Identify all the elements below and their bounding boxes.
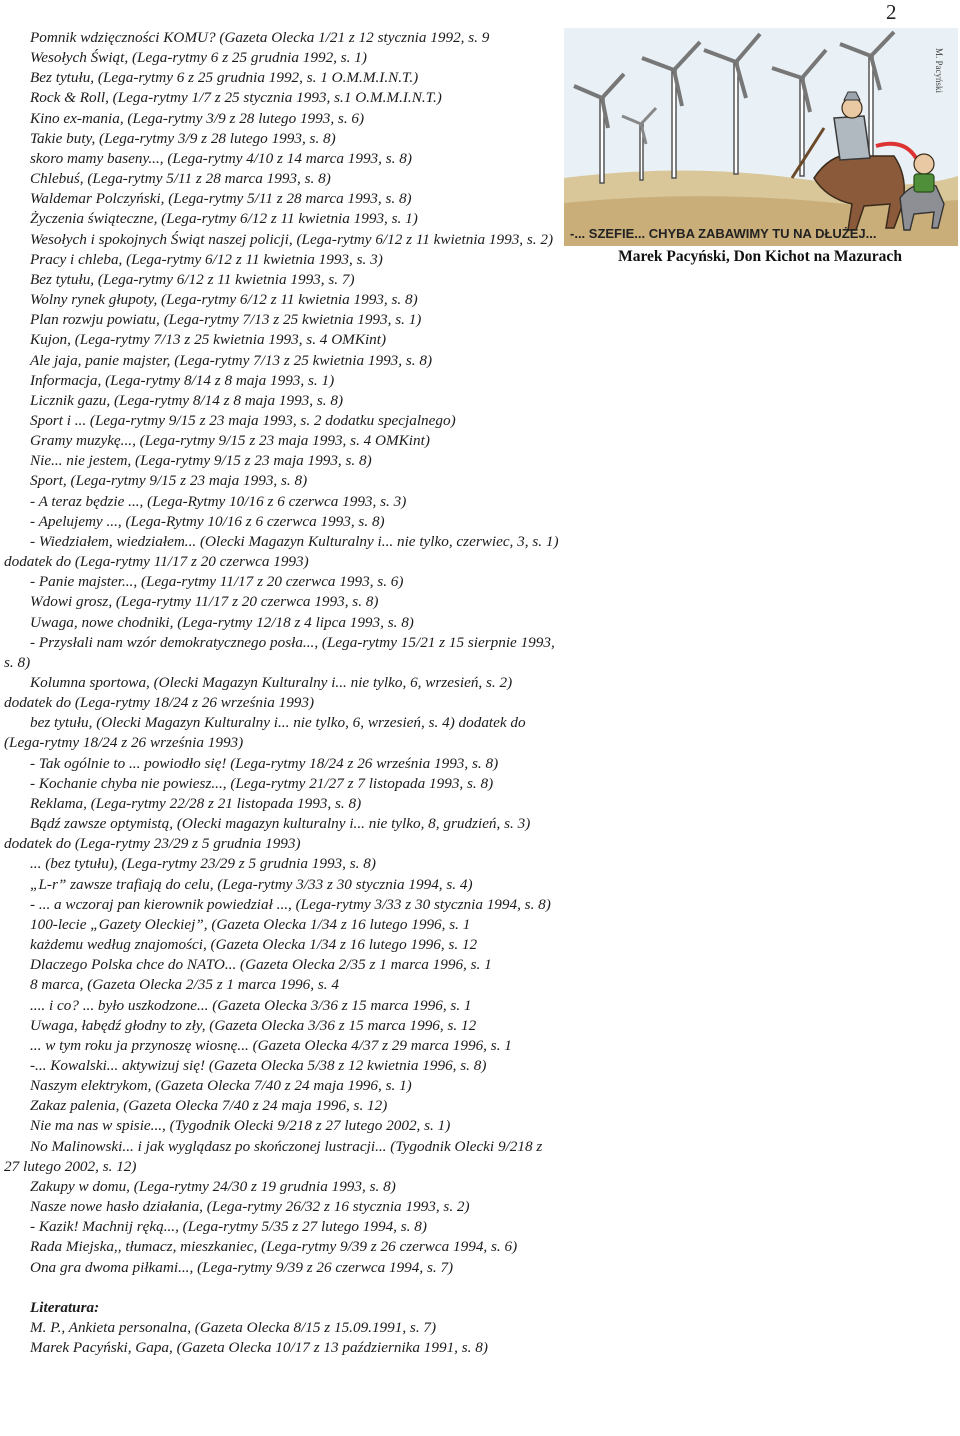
bibliography-entry: - ... a wczoraj pan kierownik powiedział ..., (Lega-rytmy 3/33 z 30 stycznia 1994, s. 8) (30, 895, 551, 913)
bibliography-entry: „L-r” zawsze trafiają do celu, (Lega-rytmy 3/33 z 30 stycznia 1994, s. 4) (30, 875, 473, 893)
bibliography-entry: Sport, (Lega-rytmy 9/15 z 23 maja 1993, s. 8) (30, 472, 308, 490)
bibliography-entry: Wesołych i spokojnych Świąt naszej policji, (Lega-rytmy 6/12 z 11 kwietnia 1993, s. 2) (30, 230, 554, 248)
bibliography-entry: Chlebuś, (Lega-rytmy 5/11 z 28 marca 1993, s. 8) (30, 170, 331, 188)
bibliography-entry: 8 marca, (Gazeta Olecka 2/35 z 1 marca 1996, s. 4 (30, 976, 339, 994)
literature-list (4, 1318, 559, 1358)
cartoon-speech-text: -... SZEFIE... CHYBA ZABAWIMY TU NA DŁUŻEJ... (570, 226, 877, 241)
bibliography-entry: Nie... nie jestem, (Lega-rytmy 9/15 z 23 maja 1993, s. 8) (30, 452, 372, 470)
bibliography-entry: Nie ma nas w spisie..., (Tygodnik Olecki 9/218 z 27 lutego 2002, s. 1) (30, 1117, 451, 1135)
bibliography-entry: Życzenia świąteczne, (Lega-rytmy 6/12 z 11 kwietnia 1993, s. 1) (30, 210, 418, 228)
bibliography-entry: Uwaga, nowe chodniki, (Lega-rytmy 12/18 z 4 lipca 1993, s. 8) (30, 613, 414, 631)
bibliography-entry: Bez tytułu, (Lega-rytmy 6 z 25 grudnia 1992, s. 1 O.M.M.I.N.T.) (30, 69, 419, 87)
bibliography-entry: -... Kowalski... aktywizuj się! (Gazeta Olecka 5/38 z 12 kwietnia 1996, s. 8) (30, 1056, 487, 1074)
bibliography-entry: bez tytułu, (Olecki Magazyn Kulturalny i... nie tylko, 6, wrzesień, s. 4) dodatek do (Lega-rytmy 18/24 z 26 września 1993) (4, 714, 526, 752)
bibliography-entry: Kino ex-mania, (Lega-rytmy 3/9 z 28 lutego 1993, s. 6) (30, 109, 365, 127)
svg-text:M. Pacyński: M. Pacyński (934, 48, 944, 93)
bibliography-entry: - Wiedziałem, wiedziałem... (Olecki Magazyn Kulturalny i... nie tylko, czerwiec, 3, s. 1) dodatek do (Lega-rytmy 11/17 z 20 czerwca 1993) (4, 532, 559, 571)
bibliography-entry: Takie buty, (Lega-rytmy 3/9 z 28 lutego 1993, s. 8) (30, 129, 336, 147)
bibliography-entry: - Panie majster..., (Lega-rytmy 11/17 z 20 czerwca 1993, s. 6) (30, 573, 404, 591)
bibliography-entry: - Tak ogólnie to ... powiodło się! (Lega-rytmy 18/24 z 26 września 1993, s. 8) (30, 754, 499, 772)
bibliography-entry: Ale jaja, panie majster, (Lega-rytmy 7/13 z 25 kwietnia 1993, s. 8) (30, 351, 433, 369)
bibliography-entry: No Malinowski... i jak wyglądasz po skończonej lustracji... (Tygodnik Olecki 9/218 z 27 lutego 2002, s. 12) (4, 1137, 543, 1175)
bibliography-entry: Naszym elektrykom, (Gazeta Olecka 7/40 z 24 maja 1996, s. 1) (30, 1077, 412, 1095)
literature-entry: Marek Pacyński, Gapa, (Gazeta Olecka 10/17 z 13 października 1991, s. 8) (30, 1339, 488, 1356)
bibliography-entry: Gramy muzykę..., (Lega-rytmy 9/15 z 23 maja 1993, s. 4 OMKint) (30, 432, 430, 450)
cartoon-figure (564, 28, 958, 246)
bibliography-entry: - Kazik! Machnij ręką..., (Lega-rytmy 5/35 z 27 lutego 1994, s. 8) (30, 1218, 427, 1236)
bibliography-entry: Kujon, (Lega-rytmy 7/13 z 25 kwietnia 1993, s. 4 OMKint) (30, 331, 387, 349)
cartoon-caption: Marek Pacyński, Don Kichot na Mazurach (618, 248, 902, 265)
bibliography-entry: Dlaczego Polska chce do NATO... (Gazeta Olecka 2/35 z 1 marca 1996, s. 1 (30, 956, 492, 974)
bibliography-entry: - Przysłali nam wzór demokratycznego posła..., (Lega-rytmy 15/21 z 15 sierpnie 1993, s. 8) (4, 633, 555, 671)
bibliography-entry: Nasze nowe hasło działania, (Lega-rytmy 26/32 z 16 stycznia 1993, s. 2) (30, 1198, 470, 1216)
bibliography-entry: Bądź zawsze optymistą, (Olecki magazyn kulturalny i... nie tylko, 8, grudzień, s. 3) dodatek do (Lega-rytmy 23/29 z 5 grudnia 1993) (4, 815, 531, 853)
bibliography-entry: Informacja, (Lega-rytmy 8/14 z 8 maja 1993, s. 1) (30, 371, 335, 389)
bibliography-entry: każdemu według znajomości, (Gazeta Olecka 1/34 z 16 lutego 1996, s. 12 (30, 936, 478, 954)
bibliography-list (4, 28, 559, 1278)
bibliography-entry: - Kochanie chyba nie powiesz..., (Lega-rytmy 21/27 z 7 listopada 1993, s. 8) (30, 774, 494, 792)
bibliography-entry: Wesołych Świąt, (Lega-rytmy 6 z 25 grudnia 1992, s. 1) (30, 49, 367, 67)
bibliography-entry: Wdowi grosz, (Lega-rytmy 11/17 z 20 czerwca 1993, s. 8) (30, 593, 379, 611)
bibliography-entry: Zakaz palenia, (Gazeta Olecka 7/40 z 24 maja 1996, s. 12) (30, 1097, 388, 1115)
bibliography-entry: 100-lecie „Gazety Oleckiej”, (Gazeta Olecka 1/34 z 16 lutego 1996, s. 1 (30, 915, 471, 933)
literature-entry: M. P., Ankieta personalna, (Gazeta Olecka 8/15 z 15.09.1991, s. 7) (30, 1318, 437, 1336)
page-number: 2 (886, 0, 897, 24)
bibliography-entry: Kolumna sportowa, (Olecki Magazyn Kulturalny i... nie tylko, 6, wrzesień, s. 2) dodatek do (Lega-rytmy 18/24 z 26 września 1993) (4, 674, 513, 712)
bibliography-entry: Rada Miejska,, tłumacz, mieszkaniec, (Lega-rytmy 9/39 z 26 czerwca 1994, s. 6) (30, 1238, 518, 1256)
bibliography-column (4, 28, 559, 1358)
bibliography-entry: Waldemar Polczyński, (Lega-rytmy 5/11 z 28 marca 1993, s. 8) (30, 190, 412, 208)
bibliography-entry: skoro mamy baseny..., (Lega-rytmy 4/10 z 14 marca 1993, s. 8) (30, 149, 412, 167)
bibliography-entry: Plan rozwju powiatu, (Lega-rytmy 7/13 z 25 kwietnia 1993, s. 1) (30, 311, 422, 329)
bibliography-entry: Sport i ... (Lega-rytmy 9/15 z 23 maja 1993, s. 2 dodatku specjalnego) (30, 411, 456, 429)
bibliography-entry: Uwaga, łabędź głodny to zły, (Gazeta Olecka 3/36 z 15 marca 1996, s. 12 (30, 1016, 477, 1034)
bibliography-entry: - A teraz będzie ..., (Lega-Rytmy 10/16 z 6 czerwca 1993, s. 3) (30, 492, 407, 510)
bibliography-entry: Reklama, (Lega-rytmy 22/28 z 21 listopada 1993, s. 8) (30, 794, 362, 812)
bibliography-entry: ... w tym roku ja przynoszę wiosnę... (Gazeta Olecka 4/37 z 29 marca 1996, s. 1 (30, 1036, 512, 1054)
bibliography-entry: Bez tytułu, (Lega-rytmy 6/12 z 11 kwietnia 1993, s. 7) (30, 270, 355, 288)
bibliography-entry: Licznik gazu, (Lega-rytmy 8/14 z 8 maja 1993, s. 8) (30, 391, 344, 409)
bibliography-entry: - Apelujemy ..., (Lega-Rytmy 10/16 z 6 czerwca 1993, s. 8) (30, 512, 385, 530)
bibliography-entry: Wolny rynek głupoty, (Lega-rytmy 6/12 z 11 kwietnia 1993, s. 8) (30, 291, 418, 309)
bibliography-entry: Zakupy w domu, (Lega-rytmy 24/30 z 19 grudnia 1993, s. 8) (30, 1177, 396, 1195)
bibliography-entry: Ona gra dwoma piłkami..., (Lega-rytmy 9/39 z 26 czerwca 1994, s. 7) (30, 1258, 454, 1276)
cartoon-illustration (564, 28, 958, 246)
bibliography-entry: ... (bez tytułu), (Lega-rytmy 23/29 z 5 grudnia 1993, s. 8) (30, 855, 376, 873)
bibliography-entry: Pomnik wdzięczności KOMU? (Gazeta Olecka 1/21 z 12 stycznia 1992, s. 9 (30, 29, 490, 46)
bibliography-entry: Rock & Roll, (Lega-rytmy 1/7 z 25 stycznia 1993, s.1 O.M.M.I.N.T.) (30, 89, 442, 107)
literature-heading: Literatura: (30, 1298, 100, 1316)
bibliography-entry: .... i co? ... było uszkodzone... (Gazeta Olecka 3/36 z 15 marca 1996, s. 1 (30, 996, 472, 1014)
bibliography-entry: Pracy i chleba, (Lega-rytmy 6/12 z 11 kwietnia 1993, s. 3) (30, 250, 383, 268)
